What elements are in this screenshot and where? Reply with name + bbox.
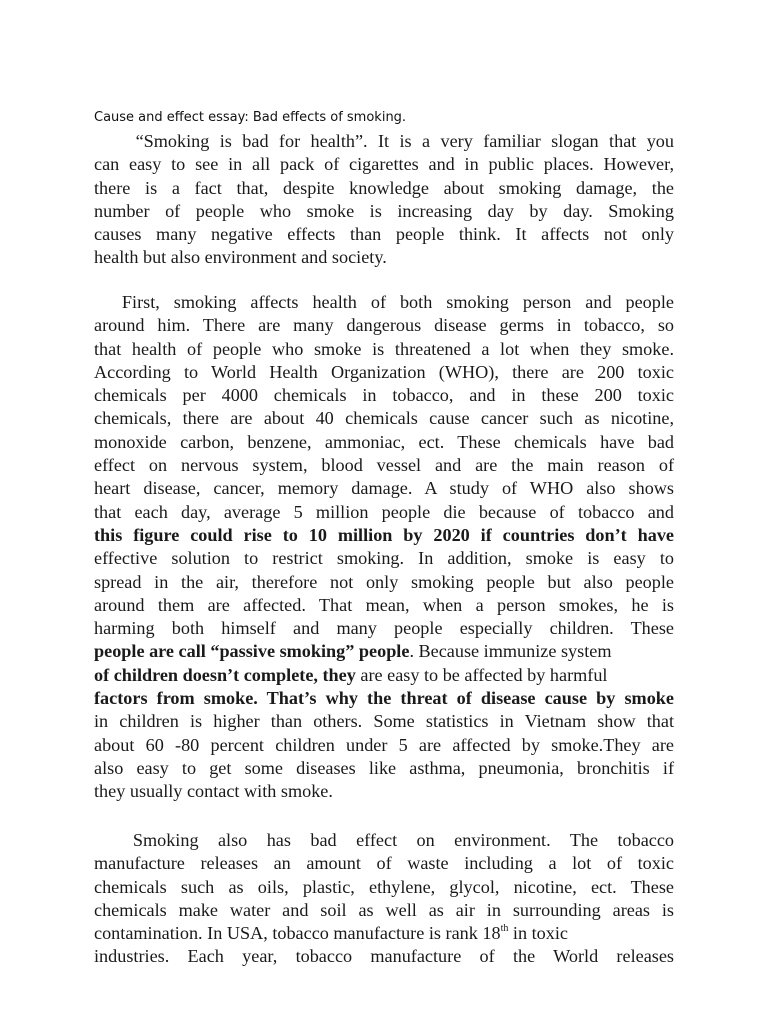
text-segment: . Because immunize system [409,641,612,662]
text-line: around him. There are many dangerous disease germs in tobacco, so [94,315,674,336]
text-line: about 60 -80 percent children under 5 are affected by smoke.They are [94,734,674,755]
text-line: they usually contact with smoke. [94,781,333,802]
text-line-mixed [94,640,674,663]
text-line: First, smoking affects health of both smoking person and people [94,292,674,312]
text-segment: in toxic [508,923,568,944]
text-line: can easy to see in all pack of cigarettes and in public places. However, [94,154,674,175]
text-line: chemicals such as oils, plastic, ethylene, glycol, nicotine, ect. These [94,876,674,897]
text-line: Smoking also has bad effect on environment. The tobacco [94,830,674,850]
text-line: effect on nervous system, blood vessel and are the main reason of [94,455,674,476]
text-line: that each day, average 5 million people die because of tobacco and [94,501,674,522]
text-segment: of children doesn’t complete, they [94,664,356,685]
text-line: “Smoking is bad for health”. It is a very familiar slogan that you [94,131,674,151]
text-line-mixed [94,664,674,687]
text-line-mixed [94,922,674,945]
text-line: health but also environment and society. [94,247,387,268]
text-line: heart disease, cancer, memory damage. A study of WHO also shows [94,478,674,499]
text-line: chemicals per 4000 chemicals in tobacco, and in these 200 toxic [94,385,674,406]
text-line: chemicals make water and soil as well as air in surrounding areas is [94,899,674,920]
text-segment: contamination. In USA, tobacco manufacture is rank 18 [94,923,501,944]
essay-title: Cause and effect essay: Bad effects of smoking. [94,110,407,125]
text-line: this figure could rise to 10 million by 2020 if countries don’t have [94,524,674,545]
paragraph-intro [94,130,674,270]
text-line: industries. Each year, tobacco manufacture of the World releases [94,946,674,967]
text-line: spread in the air, therefore not only smoking people but also people [94,571,674,592]
text-line: monoxide carbon, benzene, ammoniac, ect. These chemicals have bad [94,431,674,452]
text-line: manufacture releases an amount of waste including a lot of toxic [94,853,674,874]
text-line: chemicals, there are about 40 chemicals cause cancer such as nicotine, [94,408,674,429]
text-line: around them are affected. That mean, when a person smokes, he is [94,594,674,615]
text-line: causes many negative effects than people think. It affects not only [94,224,674,245]
text-line: in children is higher than others. Some statistics in Vietnam show that [94,711,674,732]
text-line: harming both himself and many people especially children. These [94,618,674,639]
text-line: According to World Health Organization (WHO), there are 200 toxic [94,361,674,382]
text-segment: are easy to be affected by harmful [355,664,608,685]
text-line: that health of people who smoke is threatened a lot when they smoke. [94,338,674,359]
text-line: also easy to get some diseases like asthma, pneumonia, bronchitis if [94,757,674,778]
superscript: th [500,923,509,935]
paragraph-health [94,291,674,804]
text-line: factors from smoke. That’s why the threat of disease cause by smoke [94,688,674,709]
text-line: there is a fact that, despite knowledge about smoking damage, the [94,177,674,198]
text-line: effective solution to restrict smoking. In addition, smoke is easy to [94,548,674,569]
text-segment: people are call “passive smoking” people [94,641,410,662]
text-line: number of people who smoke is increasing day by day. Smoking [94,200,674,221]
paragraph-environment [94,829,674,969]
